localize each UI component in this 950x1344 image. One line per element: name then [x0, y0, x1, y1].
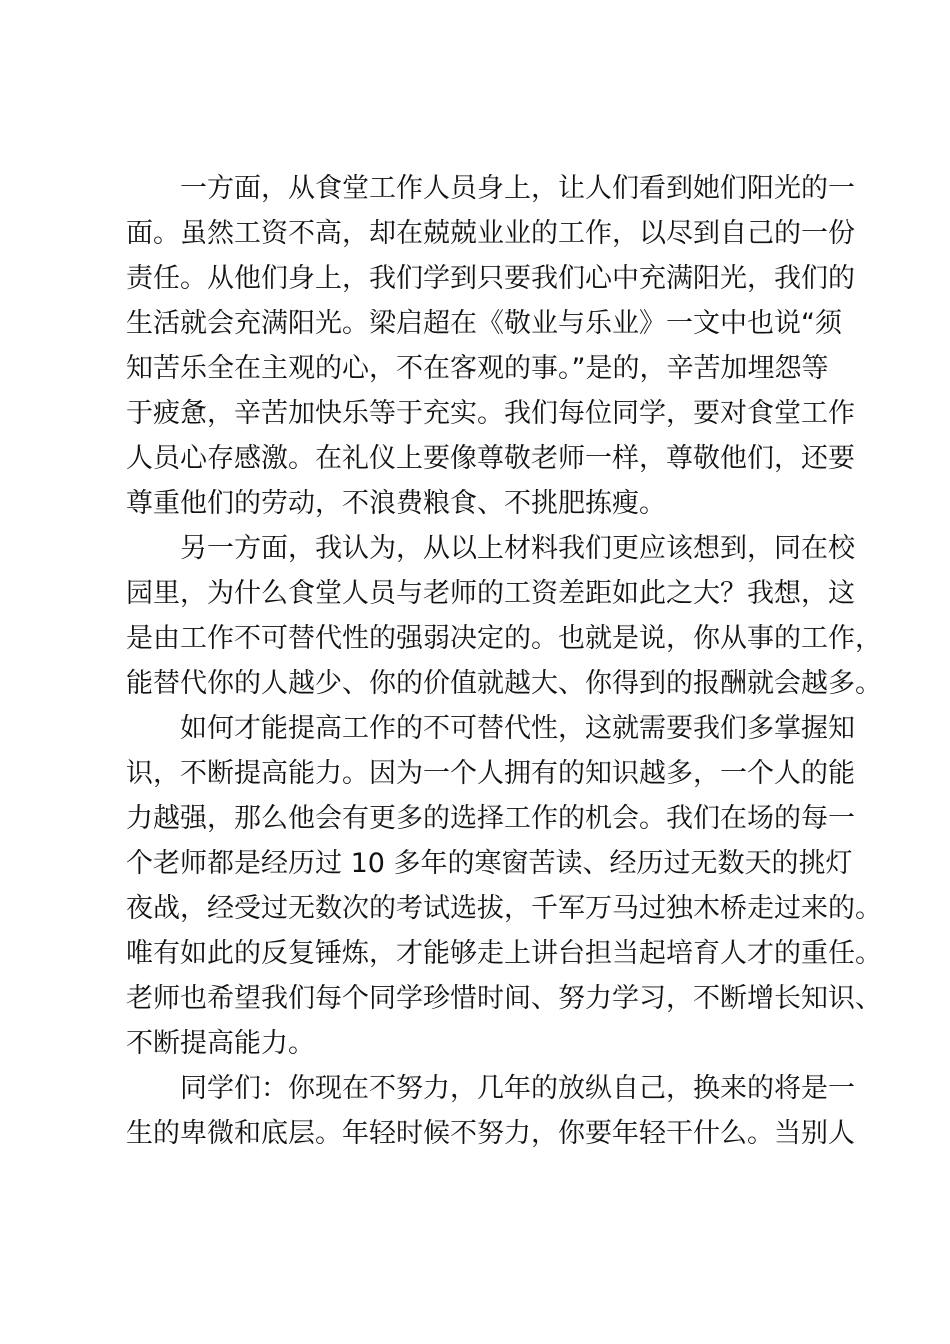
paragraph-1 [126, 166, 855, 526]
paragraph-4 [126, 1066, 855, 1156]
text-line: 是由工作不可替代性的强弱决定的。也就是说，你从事的工作， [126, 623, 882, 654]
text-line: 老师也希望我们每个同学珍惜时间、努力学习，不断增长知识、 [126, 983, 882, 1014]
text-line: 生活就会充满阳光。梁启超在《敬业与乐业》一文中也说“须 [126, 308, 842, 339]
text-line: 力越强，那么他会有更多的选择工作的机会。我们在场的每一 [126, 803, 855, 834]
text-line: 能替代你的人越少、你的价值就越大、你得到的报酬就会越多。 [126, 668, 882, 699]
text-line: 于疲惫，辛苦加快乐等于充实。我们每位同学，要对食堂工作 [126, 398, 855, 429]
text-line: 唯有如此的反复锤炼，才能够走上讲台担当起培育人才的重任。 [126, 938, 882, 969]
text-line: 不断提高能力。 [126, 1028, 315, 1059]
text-line: 另一方面，我认为，从以上材料我们更应该想到，同在校 [180, 533, 855, 564]
text-line: 园里，为什么食堂人员与老师的工资差距如此之大？我想，这 [126, 578, 855, 609]
text-line: 个老师都是经历过 10 多年的寒窗苦读、经历过无数天的挑灯 [126, 848, 853, 879]
text-line: 识，不断提高能力。因为一个人拥有的知识越多，一个人的能 [126, 758, 855, 789]
document-body [126, 166, 882, 1156]
text-line: 同学们：你现在不努力，几年的放纵自己，换来的将是一 [180, 1073, 855, 1104]
text-line: 知苦乐全在主观的心，不在客观的事。”是的，辛苦加埋怨等 [126, 353, 829, 384]
text-line: 面。虽然工资不高，却在兢兢业业的工作，以尽到自己的一份 [126, 218, 855, 249]
text-line: 夜战，经受过无数次的考试选拔，千军万马过独木桥走过来的。 [126, 893, 882, 924]
text-line: 生的卑微和底层。年轻时候不努力，你要年轻干什么。当别人 [126, 1118, 855, 1149]
text-line: 人员心存感激。在礼仪上要像尊敬老师一样，尊敬他们，还要 [126, 443, 855, 474]
text-line: 责任。从他们身上，我们学到只要我们心中充满阳光，我们的 [126, 263, 855, 294]
paragraph-3 [126, 706, 882, 1066]
text-line: 一方面，从食堂工作人员身上，让人们看到她们阳光的一 [180, 173, 855, 204]
text-line: 如何才能提高工作的不可替代性，这就需要我们多掌握知 [180, 713, 855, 744]
paragraph-2 [126, 526, 882, 706]
text-line: 尊重他们的劳动，不浪费粮食、不挑肥拣瘦。 [126, 488, 666, 519]
